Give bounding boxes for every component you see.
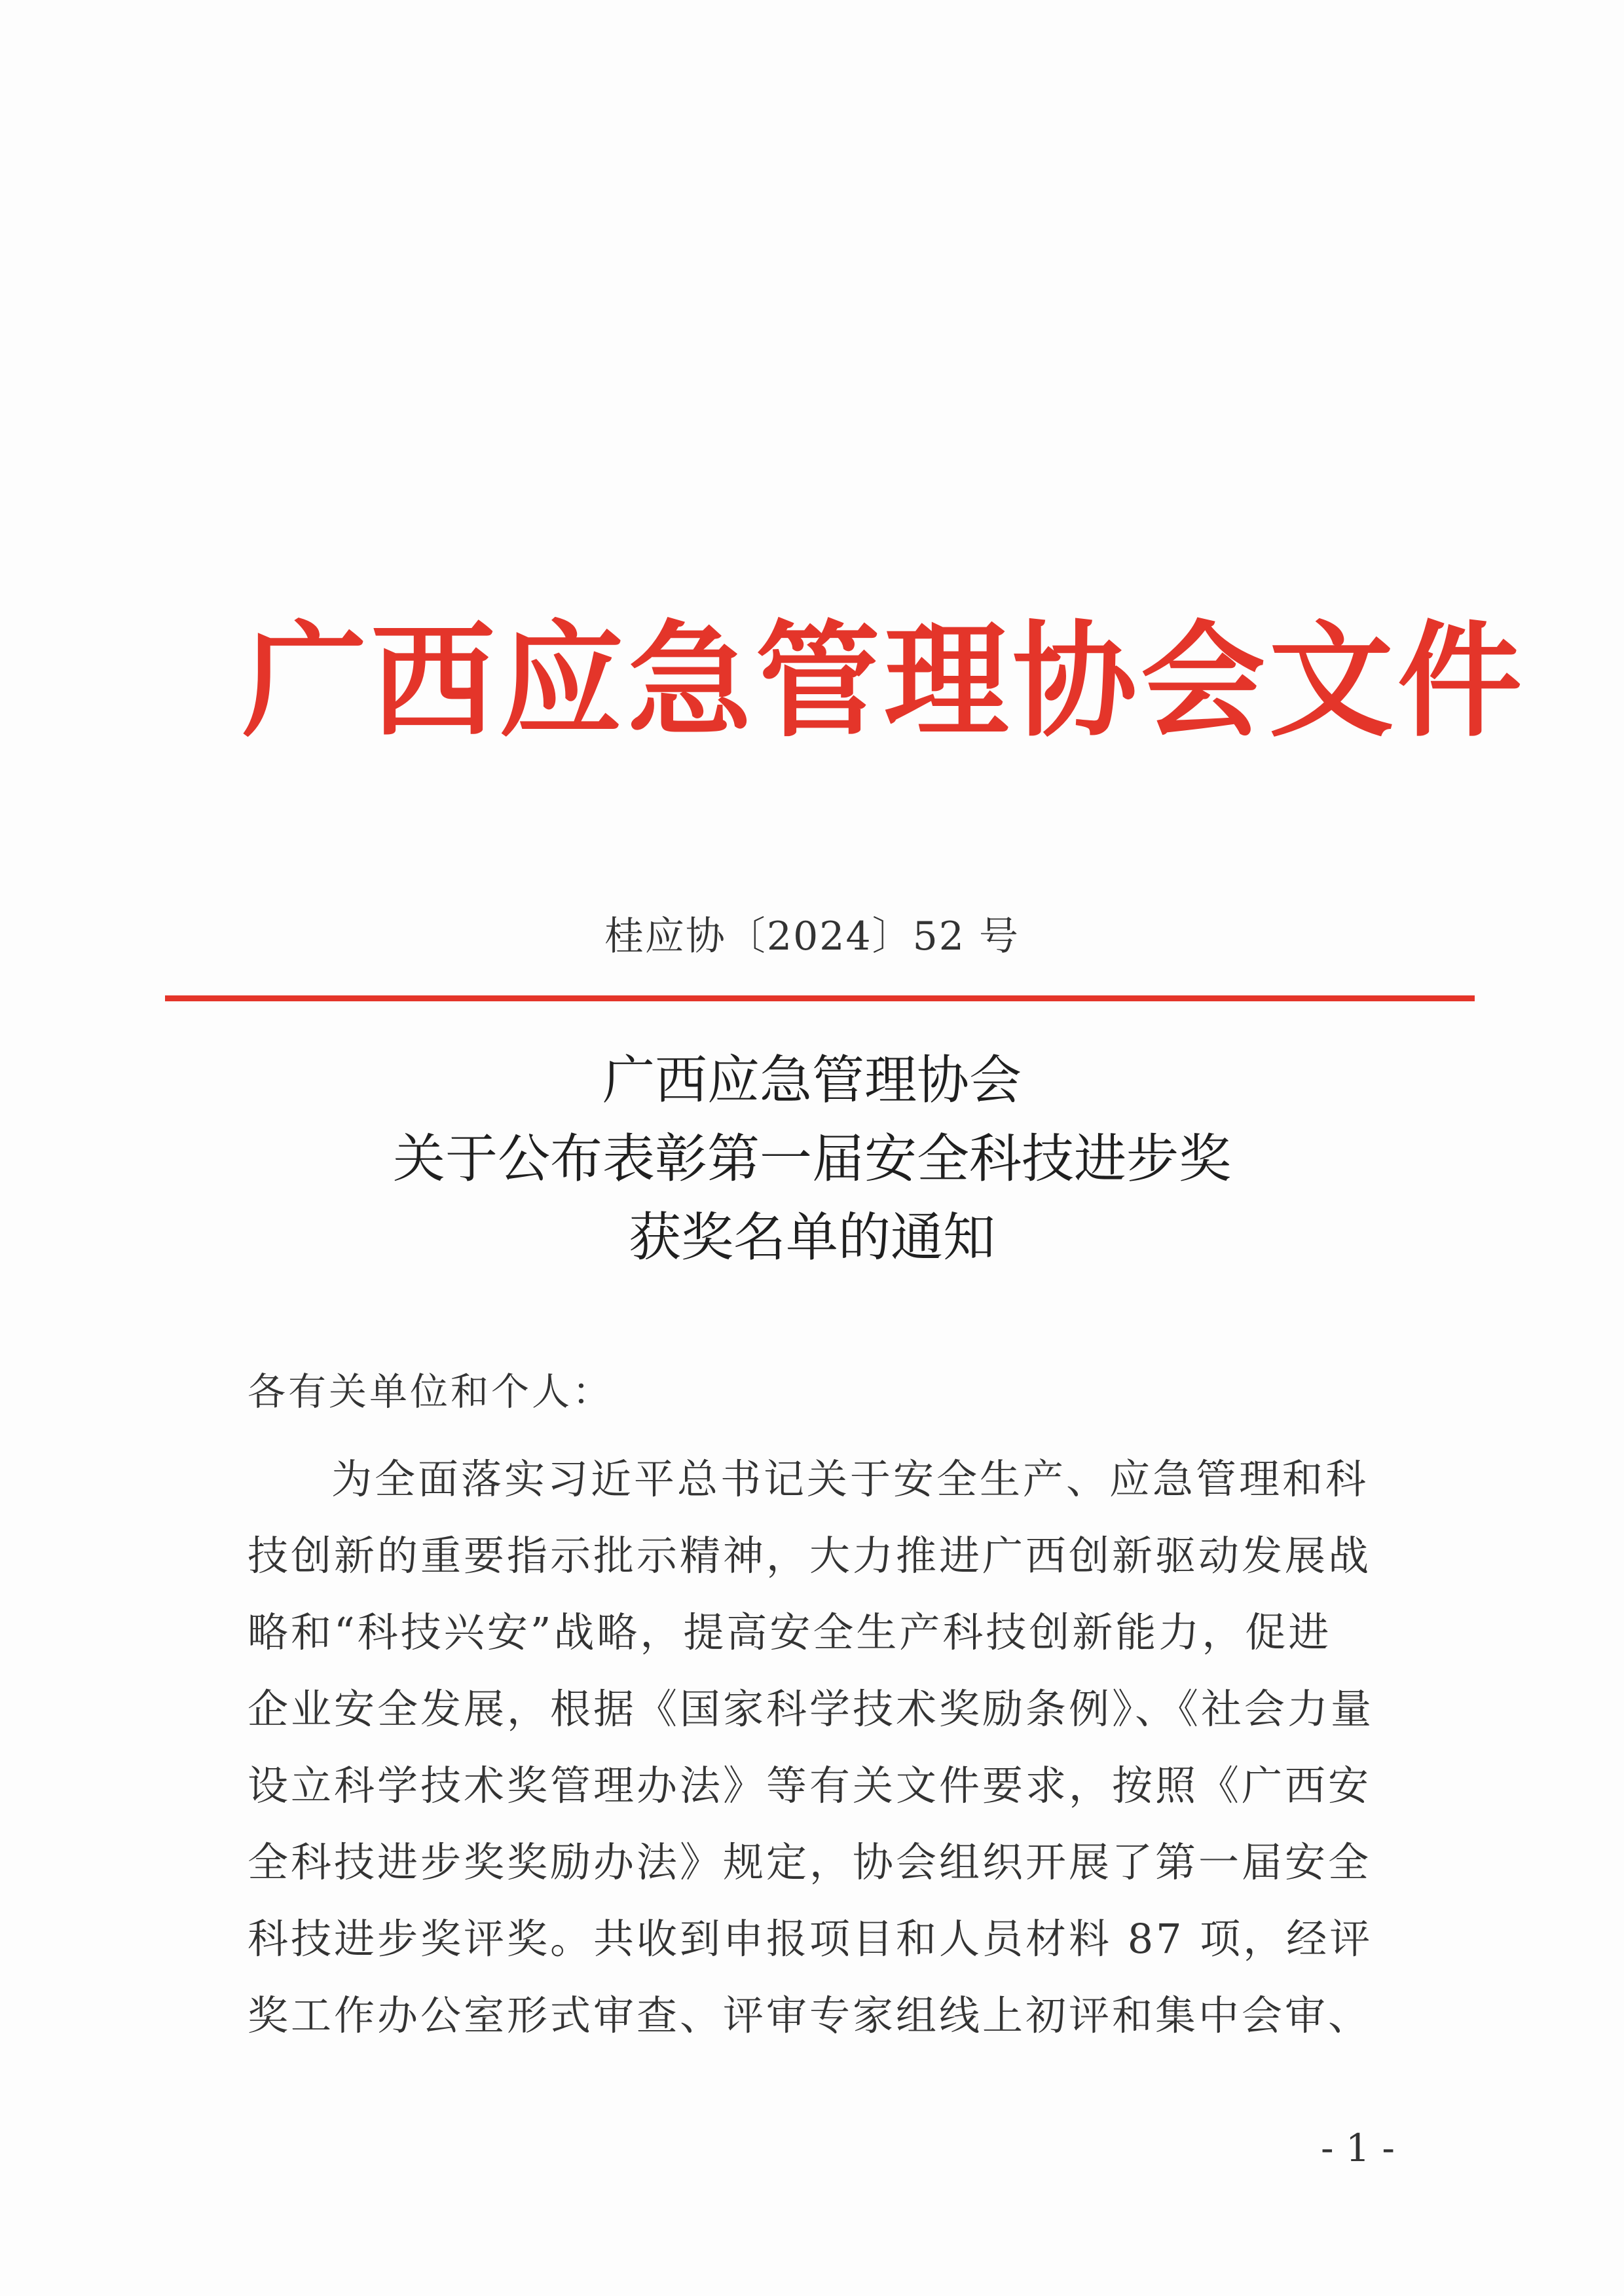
body-line: 技创新的重要指示批示精神，大力推进广西创新驱动发展战 bbox=[248, 1532, 1372, 1580]
body-paragraph bbox=[248, 1441, 1374, 2054]
body-line: 为全面落实习近平总书记关于安全生产、应急管理和科 bbox=[331, 1455, 1369, 1503]
red-divider-line bbox=[165, 995, 1475, 1001]
notice-title bbox=[0, 1041, 1624, 1277]
salutation: 各有关单位和个人： bbox=[248, 1369, 614, 1414]
masthead-title: 广西应急管理协会文件 bbox=[242, 608, 1526, 754]
title-line: 广西应急管理协会 bbox=[602, 1050, 1022, 1111]
body-line: 全科技进步奖奖励办法》规定，协会组织开展了第一届安全 bbox=[248, 1838, 1372, 1886]
body-line: 设立科学技术奖管理办法》等有关文件要求，按照《广西安 bbox=[248, 1762, 1372, 1809]
document-number: 桂应协〔2024〕52 号 bbox=[604, 914, 1020, 959]
body-line: 企业安全发展，根据《国家科学技术奖励条例》、《社会力量 bbox=[248, 1685, 1374, 1733]
body-line: 奖工作办公室形式审查、评审专家组线上初评和集中会审、 bbox=[248, 1991, 1372, 2039]
body-line: 科技进步奖评奖。共收到申报项目和人员材料 87 项，经评 bbox=[248, 1915, 1373, 1963]
title-line: 关于公布表彰第一届安全科技进步奖 bbox=[393, 1128, 1231, 1189]
title-line: 获奖名单的通知 bbox=[629, 1207, 995, 1268]
page-number: - 1 - bbox=[1321, 2126, 1395, 2170]
body-line: 略和“科技兴安”战略，提高安全生产科技创新能力，促进 bbox=[248, 1608, 1332, 1656]
